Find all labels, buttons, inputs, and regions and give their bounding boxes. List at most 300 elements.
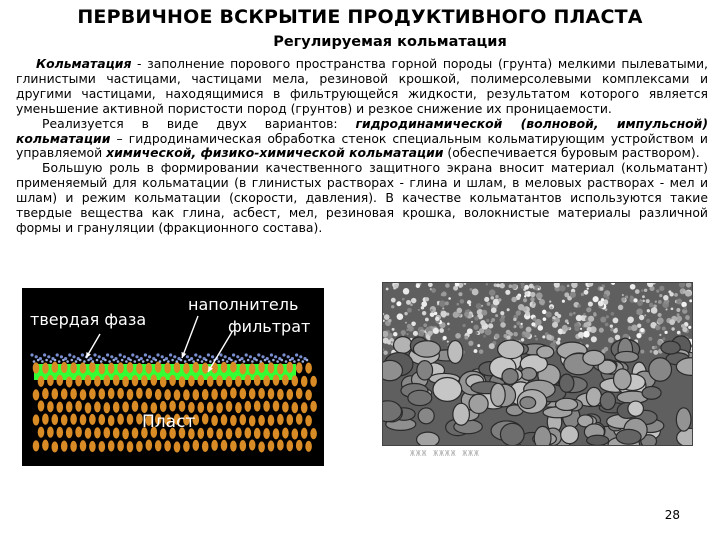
fine-particle: [562, 300, 565, 303]
grain: [258, 388, 265, 399]
grain: [70, 441, 77, 452]
fine-particle: [442, 292, 447, 297]
grain: [66, 401, 73, 412]
filler-dot: [71, 359, 74, 362]
filler-dot: [176, 360, 179, 363]
fine-particle: [580, 328, 582, 330]
fine-particle: [479, 349, 483, 353]
fine-particle: [422, 311, 426, 315]
fine-particle: [574, 326, 579, 331]
grain: [42, 388, 49, 399]
grain: [169, 400, 176, 411]
coarse-grain: [537, 346, 554, 358]
fine-particle: [565, 319, 569, 323]
fine-particle: [644, 289, 647, 292]
variants-middle: – гидродинамическая обработка стенок специальным кольматирующим устройством и управляемой: [16, 130, 708, 161]
fine-particle: [500, 311, 504, 315]
colmatation-diagram: [22, 288, 324, 466]
grain: [254, 375, 261, 386]
fine-particle: [546, 334, 552, 340]
grain: [33, 389, 40, 400]
filler-dot: [268, 360, 271, 363]
fine-particle: [486, 319, 489, 322]
grain: [47, 427, 54, 438]
fine-particle: [457, 303, 460, 306]
fine-particle: [468, 341, 473, 346]
coarse-grain: [453, 403, 470, 425]
grain: [230, 415, 237, 426]
grain: [207, 427, 214, 438]
fine-particle: [521, 285, 524, 288]
grain: [89, 362, 96, 373]
filler-dot: [148, 355, 151, 358]
fine-particle: [407, 308, 412, 313]
grain: [235, 427, 242, 438]
grain: [226, 376, 233, 387]
filler-dot: [287, 355, 290, 358]
fine-particle: [671, 327, 674, 330]
filler-dot: [218, 360, 221, 363]
filler-dot: [110, 355, 113, 358]
fine-particle: [520, 323, 522, 325]
grain: [108, 388, 115, 399]
grain: [263, 401, 270, 412]
fine-particle: [447, 341, 449, 343]
grain: [292, 402, 299, 413]
grain: [287, 414, 294, 425]
fine-particle: [516, 310, 521, 315]
fine-particle: [546, 312, 552, 318]
filler-dot: [92, 360, 95, 363]
filler-dot: [155, 359, 158, 362]
grain: [113, 427, 120, 438]
fine-particle: [430, 312, 435, 317]
coarse-grain: [676, 408, 691, 431]
definition-text: - заполнение порового пространства горной породы (грунта) мелкими пылеватыми, глинистыми частицами, частицами мела, резиновой крошкой, полимерсолевыми комплексами и другими частицами, находящимися в фильтрующейся жидкости, результатом которого является уменьшение активной пористости пород (грунтов) и резкое снижение их проницаемости.: [16, 56, 708, 116]
filler-dot: [299, 355, 302, 358]
fine-particle: [531, 322, 535, 326]
fine-particle: [537, 325, 543, 331]
grain: [61, 362, 68, 373]
grain: [277, 414, 284, 425]
grain: [99, 363, 106, 374]
fine-particle: [418, 331, 424, 337]
grain: [66, 376, 73, 387]
fine-particle: [631, 325, 638, 332]
fine-particle: [557, 338, 560, 341]
fine-particle: [411, 322, 416, 327]
grain: [113, 375, 120, 386]
grain: [52, 414, 59, 425]
fine-particle: [533, 317, 537, 321]
fine-particle: [613, 328, 618, 333]
fine-particle: [647, 309, 650, 312]
grain: [193, 389, 200, 400]
grain: [254, 400, 261, 411]
fine-particle: [506, 330, 511, 335]
grain: [202, 441, 209, 452]
grain: [141, 375, 148, 386]
fine-particle: [653, 350, 658, 355]
fine-particle: [651, 307, 658, 314]
fine-particle: [498, 298, 501, 301]
fine-particle: [659, 334, 661, 336]
grain: [61, 441, 68, 452]
fine-particle: [425, 318, 429, 322]
fine-particle: [442, 307, 444, 309]
filler-dot: [192, 360, 195, 363]
fine-particle: [483, 335, 486, 338]
fine-particle: [496, 284, 500, 288]
filler-dot: [54, 359, 57, 362]
fine-particle: [473, 325, 478, 330]
grain: [273, 400, 280, 411]
grain: [70, 388, 77, 399]
coarse-grain: [587, 435, 609, 445]
fine-particle: [676, 308, 680, 312]
fine-particle: [669, 292, 673, 296]
fine-particle: [511, 297, 517, 303]
fine-particle: [581, 293, 584, 296]
fine-particle: [644, 314, 646, 316]
grain: [240, 414, 247, 425]
grain: [301, 428, 308, 439]
grain: [287, 362, 294, 373]
filler-dot: [270, 353, 273, 356]
fine-particle: [495, 314, 498, 317]
grain: [221, 414, 228, 425]
grain: [75, 401, 82, 412]
fine-particle: [559, 285, 565, 291]
fine-particle: [396, 301, 401, 306]
grain: [296, 362, 303, 373]
grain: [230, 387, 237, 398]
fine-particle: [637, 300, 643, 306]
fine-particle: [439, 300, 446, 307]
grain: [127, 362, 134, 373]
fine-particle: [655, 301, 657, 303]
fine-particle: [459, 286, 461, 288]
fine-particle: [448, 297, 451, 300]
fine-particle: [448, 328, 450, 330]
grain: [183, 363, 190, 374]
fine-particle: [658, 300, 662, 304]
fine-particle: [662, 326, 666, 330]
filler-dot: [106, 353, 109, 356]
filler-dot: [184, 360, 187, 363]
fine-particle: [525, 311, 530, 316]
coarse-grain: [561, 426, 579, 444]
fine-particle: [685, 315, 690, 320]
fine-particle: [421, 306, 424, 309]
fine-particle: [484, 297, 489, 302]
fine-particle: [674, 293, 678, 297]
grain: [61, 388, 68, 399]
filler-dot: [93, 353, 96, 356]
filler-dot: [81, 353, 84, 356]
fine-particle: [635, 289, 640, 294]
fine-particle: [646, 319, 650, 323]
fine-particle: [481, 310, 487, 316]
fine-particle: [598, 300, 604, 306]
fine-particle: [423, 323, 427, 327]
fine-particle: [439, 328, 444, 333]
fine-particle: [603, 294, 607, 298]
fine-particle: [443, 336, 447, 340]
grain: [117, 388, 124, 399]
grain: [113, 402, 120, 413]
grain: [296, 440, 303, 451]
filler-dot: [134, 360, 137, 363]
fine-particle: [637, 323, 641, 327]
fine-particle: [440, 311, 447, 318]
fine-particle: [588, 301, 593, 306]
filler-dot: [167, 360, 170, 363]
grain: [127, 389, 134, 400]
fine-particle: [543, 317, 547, 321]
coarse-grain: [469, 394, 488, 413]
grain: [127, 414, 134, 425]
fine-particle: [538, 288, 540, 290]
fine-particle: [523, 298, 527, 302]
grain: [287, 440, 294, 451]
fine-particle: [524, 295, 526, 297]
grain: [230, 362, 237, 373]
fine-particle: [458, 292, 462, 296]
fine-particle: [655, 325, 660, 330]
grain: [136, 388, 143, 399]
fine-particle: [554, 312, 558, 316]
grain: [301, 376, 308, 387]
filler-dot: [121, 359, 124, 362]
grain: [57, 427, 64, 438]
grain: [296, 414, 303, 425]
filler-dot: [144, 353, 147, 356]
grain: [202, 389, 209, 400]
filler-dot: [249, 355, 252, 358]
fine-particle: [529, 284, 534, 289]
fine-particle: [642, 300, 644, 302]
fine-particle: [481, 305, 483, 307]
fine-particle: [393, 332, 397, 336]
grain: [221, 362, 228, 373]
filler-dot: [198, 355, 201, 358]
fine-particle: [506, 335, 510, 339]
fine-particle: [539, 299, 545, 305]
filler-dot: [39, 357, 42, 360]
filler-dot: [60, 355, 63, 358]
fine-particle: [669, 319, 675, 325]
fine-particle: [480, 320, 485, 325]
grain: [310, 401, 317, 412]
grain: [99, 441, 106, 452]
grain: [183, 389, 190, 400]
filler-dot: [75, 360, 78, 363]
filler-dot: [251, 360, 254, 363]
fine-particle: [610, 324, 613, 327]
grain: [202, 413, 209, 424]
variants-end: (обеспечивается буровым раствором).: [443, 145, 700, 161]
grain: [132, 427, 139, 438]
grain: [47, 375, 54, 386]
grain: [42, 414, 49, 425]
filler-dot: [274, 355, 277, 358]
filler-dot: [173, 355, 176, 358]
grain: [198, 428, 205, 439]
micrograph-image: [383, 283, 692, 445]
fine-particle: [578, 332, 584, 338]
fine-particle: [490, 296, 494, 300]
grain: [136, 441, 143, 452]
fine-particle: [542, 335, 545, 338]
fine-particle: [534, 335, 536, 337]
filler-dot: [142, 360, 145, 363]
filler-dot: [47, 355, 50, 358]
filler-dot: [35, 355, 38, 358]
filler-dot: [295, 353, 298, 356]
filler-dot: [219, 353, 222, 356]
fine-particle: [467, 300, 471, 304]
coarse-grain: [408, 390, 432, 405]
fine-particle: [447, 323, 450, 326]
fine-particle: [455, 333, 461, 339]
grain: [122, 376, 129, 387]
fine-particle: [584, 290, 589, 295]
grain: [230, 440, 237, 451]
fine-particle: [664, 331, 667, 334]
filler-dot: [293, 360, 296, 363]
fine-particle: [430, 309, 432, 311]
fine-particle: [513, 318, 517, 322]
sem-micrograph: [382, 282, 693, 446]
grain: [70, 362, 77, 373]
fine-particle: [407, 324, 412, 329]
grain: [216, 402, 223, 413]
coarse-grain: [500, 423, 524, 445]
fine-particle: [676, 299, 682, 305]
fine-particle: [475, 332, 478, 335]
filler-dot: [266, 357, 269, 360]
grain: [282, 427, 289, 438]
grain: [240, 363, 247, 374]
fine-particle: [532, 302, 534, 304]
fine-particle: [658, 313, 662, 317]
fine-particle: [491, 318, 495, 322]
fine-particle: [435, 317, 439, 321]
filler-dot: [123, 355, 126, 358]
grain: [240, 388, 247, 399]
grain: [174, 441, 181, 452]
grain: [61, 414, 68, 425]
fine-particle: [550, 306, 552, 308]
variants-intro: Реализуется в виде двух вариантов:: [42, 115, 356, 131]
filler-arrow: [182, 316, 198, 358]
filler-dot: [169, 353, 172, 356]
fine-particle: [425, 297, 429, 301]
grain: [179, 376, 186, 387]
filler-dot: [64, 357, 67, 360]
filler-dot: [180, 359, 183, 362]
grain: [193, 440, 200, 451]
filler-label: наполнитель: [188, 295, 299, 314]
coarse-grain: [433, 378, 462, 402]
fine-particle: [536, 292, 543, 299]
fine-particle: [591, 336, 597, 342]
fine-particle: [570, 292, 576, 298]
filler-dot: [257, 353, 260, 356]
fine-particle: [577, 304, 580, 307]
grain: [211, 440, 218, 451]
fine-particle: [428, 331, 433, 336]
filler-dot: [117, 360, 120, 363]
filler-dot: [140, 357, 143, 360]
grain: [122, 401, 129, 412]
coarse-grain: [615, 351, 639, 362]
grain: [33, 440, 40, 451]
grain: [89, 414, 96, 425]
filler-dot: [96, 359, 99, 362]
fine-particle: [485, 329, 492, 336]
filler-dot: [125, 360, 128, 363]
filler-dot: [272, 359, 275, 362]
fine-particle: [488, 323, 493, 328]
paragraph-variants: [16, 117, 708, 162]
fine-particle: [486, 283, 489, 286]
filler-dot: [159, 360, 162, 363]
grain: [104, 402, 111, 413]
filler-dot: [108, 360, 111, 363]
fine-particle: [593, 313, 596, 316]
grain: [249, 439, 256, 450]
fine-particle: [682, 327, 687, 332]
grain: [258, 441, 265, 452]
fine-particle: [685, 291, 691, 297]
coarse-grain: [417, 432, 440, 445]
grain: [245, 427, 252, 438]
fine-particle: [489, 343, 495, 349]
grain: [117, 440, 124, 451]
filler-dot: [224, 355, 227, 358]
filler-dot: [165, 357, 168, 360]
grain: [80, 389, 87, 400]
filler-dot: [302, 360, 305, 363]
fine-particle: [688, 326, 691, 329]
filler-dot: [297, 359, 300, 362]
coarse-grain: [616, 429, 641, 444]
fine-particle: [627, 316, 633, 322]
filler-dot: [50, 360, 53, 363]
grain: [174, 362, 181, 373]
fine-particle: [663, 337, 666, 340]
coarse-grain: [649, 358, 672, 381]
fine-particle: [407, 333, 409, 335]
fine-particle: [586, 307, 591, 312]
filler-dot: [232, 353, 235, 356]
fine-particle: [583, 322, 588, 327]
slide-subtitle: Регулируемая кольматация: [273, 34, 507, 50]
fine-particle: [659, 286, 664, 291]
grain: [245, 401, 252, 412]
fine-particle: [494, 334, 499, 339]
grain: [263, 375, 270, 386]
filler-dot: [150, 360, 153, 363]
coarse-grain: [383, 360, 402, 380]
grain: [282, 374, 289, 385]
fine-particle: [681, 302, 687, 308]
fine-particle: [434, 312, 438, 316]
filler-dot: [68, 353, 71, 356]
coarse-grain: [502, 369, 518, 385]
